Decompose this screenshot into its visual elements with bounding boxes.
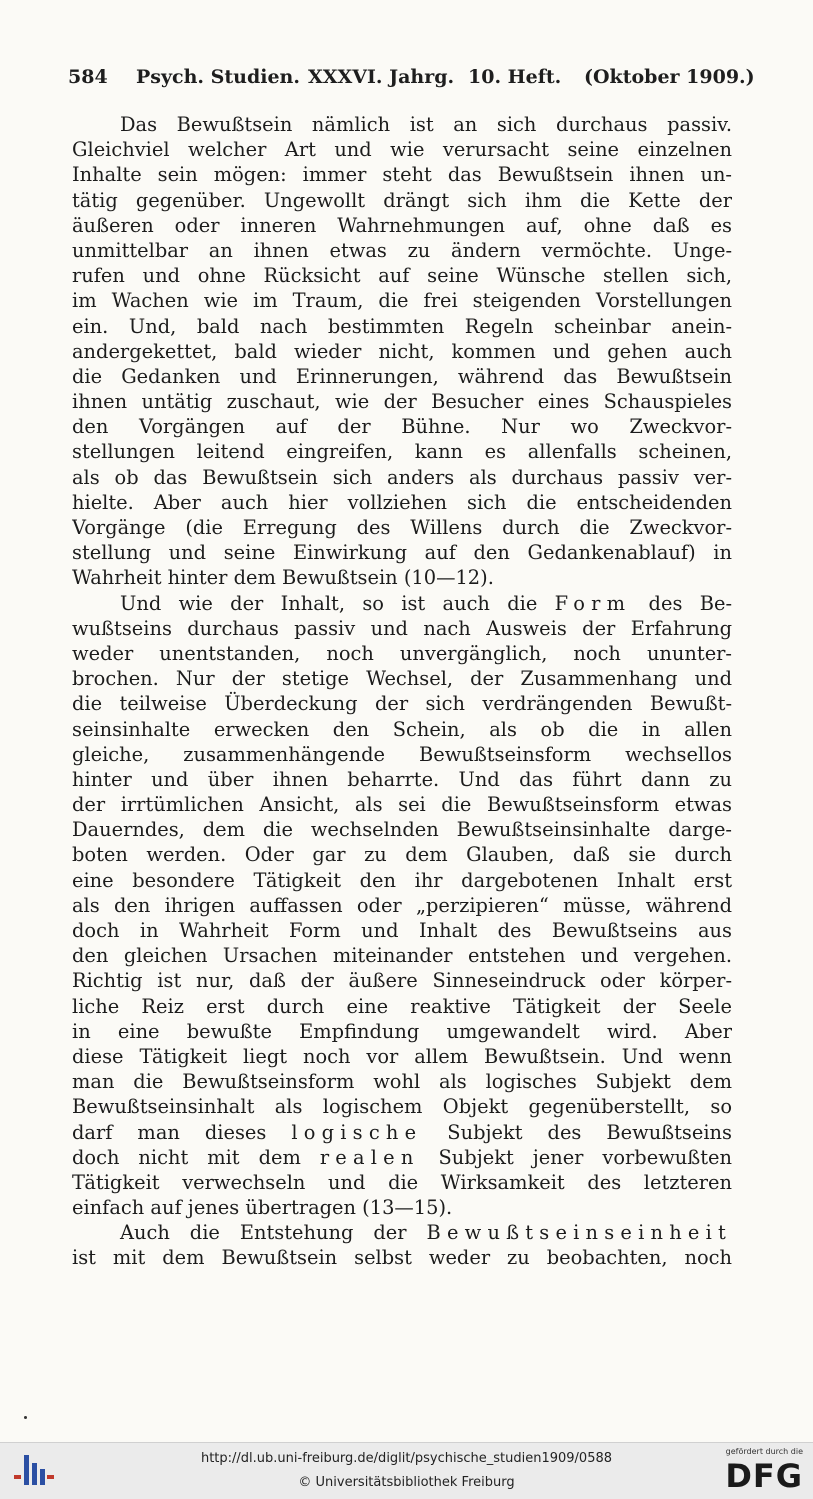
scan-speck	[24, 1416, 27, 1419]
text-segment: doch nicht mit dem	[72, 1145, 320, 1169]
text-line: brochen. Nur der stetige Wechsel, der Zusammenhang und	[72, 667, 732, 691]
spaced-emphasis: Form	[554, 591, 632, 615]
text-line: Das Bewußtsein nämlich ist an sich durchaus passiv.	[120, 113, 732, 136]
text-line: Tätigkeit verwechseln und die Wirksamkeit des letzteren	[72, 1170, 732, 1194]
spaced-emphasis: Bewußtseinseinheit	[426, 1221, 732, 1245]
dfg-caption: gefördert durch die	[725, 1447, 803, 1456]
text-segment: Auch die Entstehung der	[120, 1221, 427, 1245]
text-segment: des Be-	[631, 591, 732, 615]
text-line: Dauerndes, dem die wechselnden Bewußtseinsinhalte darge-	[72, 818, 732, 842]
text-line: stellungen leitend eingreifen, kann es allenfalls scheinen,	[72, 440, 732, 464]
text-line: ist mit dem Bewußtsein selbst weder zu beobachten, noch	[72, 1246, 732, 1270]
text-segment: darf man dieses	[72, 1120, 292, 1144]
text-line: hielte. Aber auch hier vollziehen sich die entscheidenden	[72, 490, 732, 514]
text-line: diese Tätigkeit liegt noch vor allem Bewußtsein. Und wenn	[72, 1044, 732, 1068]
text-line: der irrtümlichen Ansicht, als sei die Bewußtseinsform etwas	[72, 793, 732, 817]
text-line: boten werden. Oder gar zu dem Glauben, daß sie durch	[72, 843, 732, 867]
text-line: andergekettet, bald wieder nicht, kommen und gehen auch	[72, 339, 732, 363]
spaced-emphasis: logische	[291, 1120, 423, 1144]
text-line: im Wachen wie im Traum, die frei steigenden Vorstellungen	[72, 289, 732, 313]
text-line: die Gedanken und Erinnerungen, während das Bewußtsein	[72, 364, 732, 388]
text-line: Vorgänge (die Erregung des Willens durch die Zweckvor-	[72, 516, 732, 539]
text-segment: Und wie der Inhalt, so ist auch die	[120, 591, 555, 615]
text-line: Gleichviel welcher Art und wie verursacht seine einzelnen	[72, 138, 732, 162]
text-line: man die Bewußtseinsform wohl als logisches Subjekt dem	[72, 1070, 732, 1094]
viewer-footer	[0, 1442, 813, 1499]
text-line: als den ihrigen auffassen oder „perzipieren“ müsse, während	[72, 893, 732, 917]
text-line: eine besondere Tätigkeit den ihr dargebotenen Inhalt erst	[72, 868, 732, 892]
body-text	[72, 112, 732, 1271]
text-line: hinter und über ihnen beharrte. Und das führt dann zu	[72, 767, 732, 791]
dfg-logo[interactable]	[717, 1447, 803, 1495]
text-line: den Vorgängen auf der Bühne. Nur wo Zweckvor-	[72, 415, 732, 439]
text-line: seinsinhalte erwecken den Schein, als ob die in allen	[72, 717, 732, 741]
text-line: ein. Und, bald nach bestimmten Regeln scheinbar anein-	[72, 314, 732, 338]
text-line	[72, 591, 732, 616]
text-line: weder unentstanden, noch unvergänglich, noch ununter-	[72, 641, 732, 665]
text-line: einfach auf jenes übertragen (13—15).	[72, 1196, 453, 1220]
text-line: den gleichen Ursachen miteinander entstehen und vergehen.	[72, 944, 732, 968]
text-line: in eine bewußte Empfindung umgewandelt wird. Aber	[72, 1019, 732, 1043]
spaced-emphasis: realen	[319, 1145, 420, 1169]
text-line: Richtig ist nur, daß der äußere Sinneseindruck oder körper-	[72, 969, 732, 993]
text-line: liche Reiz erst durch eine reaktive Tätigkeit der Seele	[72, 994, 732, 1018]
permalink-url[interactable]: http://dl.ub.uni-freiburg.de/diglit/psychische_studien1909/0588	[200, 1451, 613, 1466]
text-line: als ob das Bewußtsein sich anders als durchaus passiv ver-	[72, 465, 732, 489]
text-segment: Subjekt des Bewußtseins	[422, 1120, 732, 1144]
text-line: rufen und ohne Rücksicht auf seine Wünsche stellen sich,	[72, 264, 732, 288]
text-line: äußeren oder inneren Wahrnehmungen auf, ohne daß es	[72, 213, 732, 237]
text-line: Bewußtseinsinhalt als logischem Objekt gegenüberstellt, so	[72, 1095, 732, 1119]
copyright-notice: © Universitätsbibliothek Freiburg	[298, 1475, 515, 1490]
text-line: doch in Wahrheit Form und Inhalt des Bewußtseins aus	[72, 919, 732, 942]
dfg-wordmark: DFG	[725, 1457, 803, 1495]
text-line: stellung und seine Einwirkung auf den Gedankenablauf) in	[72, 541, 732, 565]
text-line	[72, 1220, 732, 1245]
text-line: wußtseins durchaus passiv und nach Ausweis der Erfahrung	[72, 616, 732, 640]
text-line: die teilweise Überdeckung der sich verdrängenden Bewußt-	[72, 692, 732, 716]
text-line	[72, 1120, 732, 1145]
issue: 10. Heft.	[468, 66, 562, 88]
text-line: gleiche, zusammenhängende Bewußtseinsform wechsellos	[72, 742, 732, 766]
page-number: 584	[68, 66, 108, 88]
text-line: Wahrheit hinter dem Bewußtsein (10—12).	[72, 566, 494, 590]
text-segment: Subjekt jener vorbewußten	[419, 1145, 732, 1169]
text-line	[72, 1145, 732, 1170]
volume: XXXVI. Jahrg.	[308, 66, 455, 88]
journal-title: Psych. Studien.	[136, 66, 300, 88]
text-line: Inhalte sein mögen: immer steht das Bewußtsein ihnen un-	[72, 163, 732, 187]
text-line: ihnen untätig zuschaut, wie der Besucher eines Schauspieles	[72, 390, 732, 414]
text-line: tätig gegenüber. Ungewollt drängt sich ihm die Kette der	[72, 188, 732, 212]
issue-date: (Oktober 1909.)	[584, 66, 755, 88]
text-line: unmittelbar an ihnen etwas zu ändern vermöchte. Unge-	[72, 238, 732, 262]
